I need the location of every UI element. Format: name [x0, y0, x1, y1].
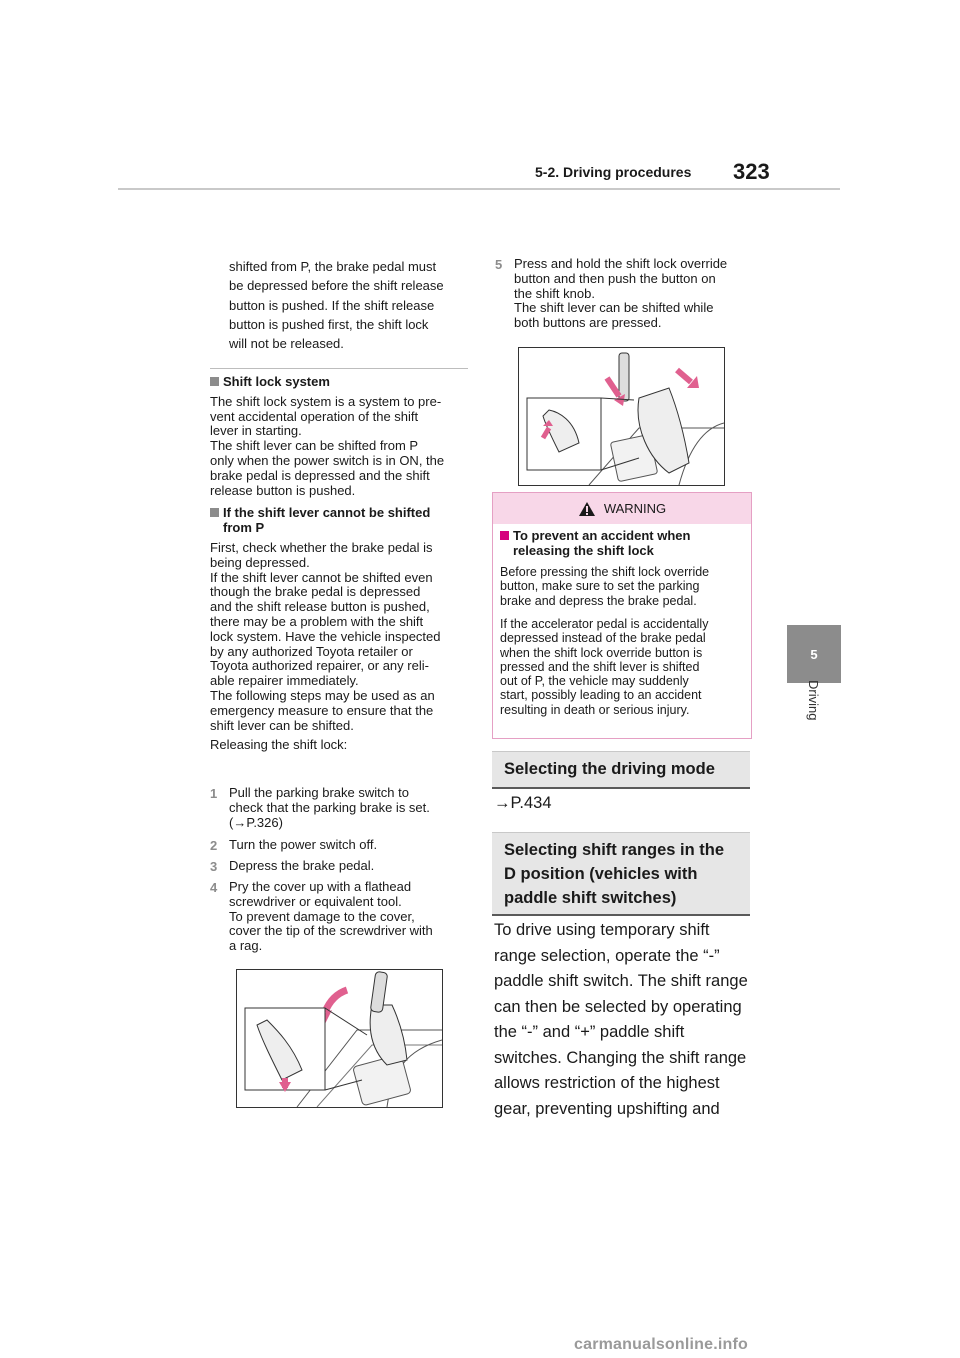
text-line: by any authorized Toyota retailer or	[210, 643, 413, 659]
illustration-pry-cover	[236, 969, 443, 1108]
text-line: Press and hold the shift lock override	[514, 256, 728, 271]
text-line: allows restriction of the highest	[494, 1074, 720, 1092]
text-line: shift lever can be shifted.	[210, 717, 354, 733]
header-rule	[118, 188, 840, 190]
text-line: Releasing the shift lock:	[210, 737, 348, 753]
step-4	[210, 880, 475, 956]
text-line: can then be selected by operating	[494, 997, 742, 1016]
text-line: Depress the brake pedal.	[229, 858, 375, 873]
text-line: only when the power switch is in ON, the	[210, 452, 445, 468]
step-number: 5	[495, 257, 503, 272]
text-line: button is pushed first, the shift lock	[229, 316, 429, 332]
section-title-line: paddle shift switches)	[504, 889, 677, 907]
watermark: carmanualsonline.info	[574, 1336, 749, 1353]
section-title-line: Selecting shift ranges in the	[504, 841, 725, 859]
shift-lock-section	[210, 375, 472, 753]
text-line: Toyota authorized repairer, or any reli-	[210, 658, 429, 674]
text-line: release button is pushed.	[210, 482, 356, 498]
text-line: lever in starting.	[210, 423, 302, 439]
text-line: To prevent damage to the cover,	[229, 908, 415, 924]
warning-subheading: To prevent an accident when releasing the shift lock	[500, 529, 745, 559]
text-line: Pull the parking brake switch to	[229, 785, 409, 800]
intro-text	[229, 257, 469, 353]
text-line: being depressed.	[210, 554, 310, 570]
text-line: the “-” and “+” paddle shift	[494, 1023, 685, 1041]
step-1	[210, 786, 475, 832]
pry-cover-drawing	[237, 970, 442, 1107]
warning-paragraph-1: Before pressing the shift lock override button, make sure to set the parking brake and depress the brake pedal.	[500, 565, 710, 608]
text-line: button is pushed. If the shift release	[229, 297, 435, 313]
step-number: 2	[210, 838, 218, 853]
section-title: Selecting the driving mode	[504, 760, 715, 778]
text-line: there may be a problem with the shift	[210, 613, 424, 629]
step-2	[210, 838, 475, 854]
text-line: be depressed before the shift release	[229, 278, 444, 294]
text-line: gear, preventing upshifting and	[494, 1099, 720, 1118]
chapter-label-container	[793, 680, 833, 740]
text-line: Turn the power switch off.	[229, 837, 378, 852]
text-line: range selection, operate the “-”	[494, 946, 720, 965]
step-number: 3	[210, 859, 218, 874]
text-line: If the shift lever cannot be shifted even	[210, 569, 433, 585]
text-line: both buttons are pressed.	[514, 315, 662, 331]
text-line: the shift knob.	[514, 285, 595, 301]
step-number: 1	[210, 786, 218, 801]
shift-ranges-body	[494, 918, 774, 1122]
text-line: Pry the cover up with a flathead	[229, 879, 412, 894]
text-line: will not be released.	[229, 336, 344, 352]
illustration-override-button	[518, 347, 725, 486]
text-line: The shift lever can be shifted from P	[210, 438, 419, 454]
bullet-square-icon	[210, 377, 219, 386]
warning-title: WARNING	[603, 501, 667, 516]
section-heading-cont: from P	[223, 520, 265, 536]
warning-header	[493, 493, 751, 524]
text-line: emergency measure to ensure that the	[210, 702, 434, 718]
warning-box	[492, 492, 752, 739]
bullet-square-icon	[500, 531, 509, 540]
page-reference[interactable]: →P.434	[494, 794, 552, 812]
warning-triangle-icon	[578, 501, 596, 517]
text-line: The shift lever can be shifted while	[514, 300, 714, 316]
text-line: To drive using temporary shift	[494, 921, 710, 939]
text-line: switches. Changing the shift range	[494, 1048, 747, 1067]
override-button-drawing	[519, 348, 724, 485]
text-line: First, check whether the brake pedal is	[210, 539, 433, 555]
section-shift-ranges	[492, 832, 750, 916]
section-title: 5-2. Driving procedures	[535, 164, 692, 180]
text-line: vent accidental operation of the shift	[210, 408, 419, 424]
step-number: 4	[210, 880, 218, 895]
section-title-line: D position (vehicles with	[504, 865, 698, 883]
section-heading: If the shift lever cannot be shifted	[210, 506, 472, 521]
text-line: lock system. Have the vehicle inspected	[210, 628, 441, 644]
chapter-tab[interactable]: 5	[787, 625, 841, 683]
separator	[210, 368, 468, 369]
text-line: able repairer immediately.	[210, 673, 359, 689]
text-line: screwdriver or equivalent tool.	[229, 893, 402, 909]
text-line: paddle shift switch. The shift range	[494, 972, 748, 990]
section-heading: Shift lock system	[210, 375, 472, 390]
step-3	[210, 859, 475, 875]
step-5	[495, 257, 760, 337]
text-line: check that the parking brake is set.	[229, 799, 430, 815]
text-line: a rag.	[229, 938, 263, 954]
bullet-square-icon	[210, 508, 219, 517]
text-line: The shift lock system is a system to pre-	[210, 393, 442, 409]
text-line: The following steps may be used as an	[210, 687, 435, 703]
warning-paragraph-2: If the accelerator pedal is accidentally depressed instead of the brake pedal when the shift lock override button is pressed and the shift lever is shifted out of P, the vehicle may suddenly start, possibly leading to an accident resulting in death or serious injury.	[500, 617, 709, 717]
text-line: brake pedal is depressed and the shift	[210, 467, 430, 483]
text-line: and the shift release button is pushed,	[210, 599, 430, 615]
text-line: shifted from P, the brake pedal must	[229, 259, 437, 274]
page-number: 323	[733, 159, 770, 184]
text-line: button and then push the button on	[514, 270, 716, 286]
chapter-label: Driving	[806, 680, 821, 721]
text-line: (→P.326)	[229, 814, 283, 830]
section-driving-mode	[492, 751, 750, 789]
text-line: cover the tip of the screwdriver with	[229, 923, 433, 939]
text-line: though the brake pedal is depressed	[210, 584, 421, 600]
